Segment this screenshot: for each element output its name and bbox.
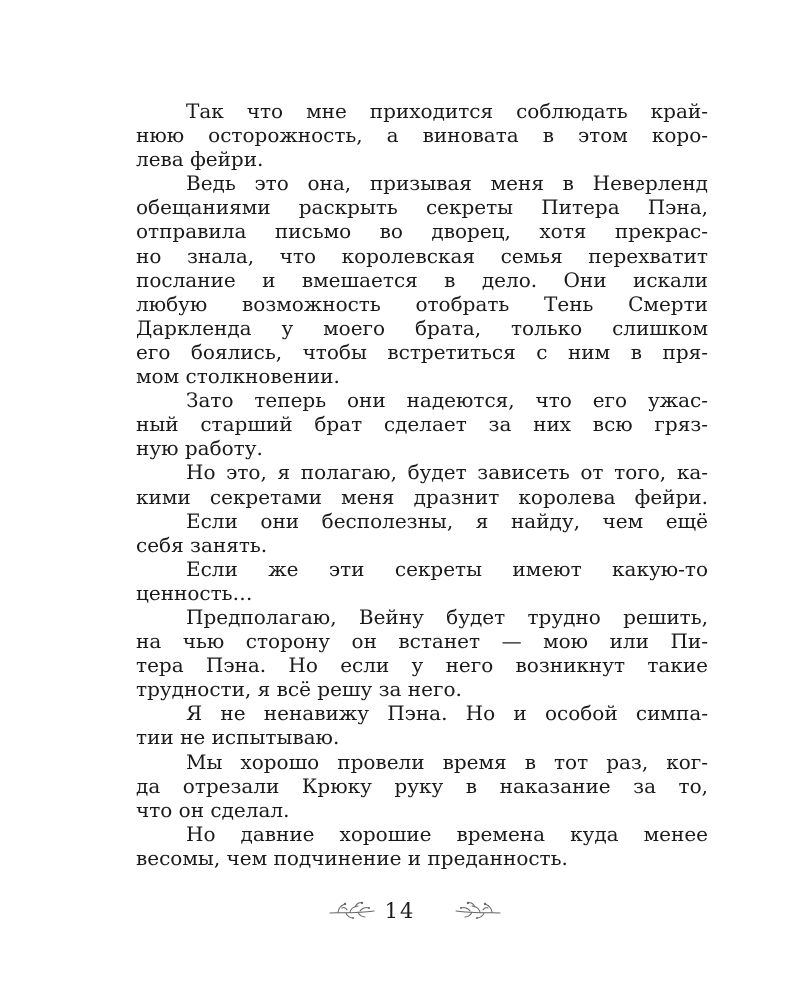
text-line: тии не испытываю.	[136, 725, 340, 750]
text-line: Но это, я полагаю, будет зависеть от того, ка-	[186, 460, 708, 485]
text-line: Так что мне приходится соблюдать край-	[186, 99, 708, 123]
text-line: но знала, что королевская семья перехватит	[136, 243, 708, 268]
text-line: обещаниями раскрыть секреты Питера Пэна,	[136, 195, 708, 220]
text-line: что он сделал.	[136, 797, 290, 822]
page-footer	[0, 896, 800, 926]
text-line: Предполагаю, Вейну будет трудно решить,	[186, 604, 708, 629]
text-line: Если они бесполезны, я найду, чем ещё	[186, 508, 708, 533]
text-line: мом столкновении.	[136, 364, 340, 389]
text-line: отправила письмо во дворец, хотя прекрас-	[136, 219, 708, 244]
text-line: себя занять.	[136, 532, 268, 557]
text-line: нюю осторожность, а виновата в этом коро-	[136, 123, 708, 148]
text-line: Зато теперь они надеются, что его ужас-	[186, 388, 708, 413]
text-line: на чью сторону он встанет — мою или Пи-	[136, 629, 708, 654]
text-line: Но давние хорошие времена куда менее	[186, 821, 708, 846]
text-line: трудности, я всё решу за него.	[136, 677, 462, 702]
text-line: Я не ненавижу Пэна. Но и особой симпа-	[186, 701, 708, 726]
text-line: Ведь это она, призывая меня в Неверленд	[186, 171, 708, 196]
text-line: кими секретами меня дразнит королева фейри.	[136, 484, 708, 509]
text-line: Если же эти секреты имеют какую-то	[186, 556, 708, 581]
floral-ornament-icon	[454, 900, 502, 922]
text-line: да отрезали Крюку руку в наказание за то,	[136, 773, 708, 798]
text-line: весомы, чем подчинение и преданность.	[136, 845, 568, 870]
body-text	[136, 99, 708, 870]
text-line: его боялись, чтобы встретиться с ним в пря-	[136, 339, 708, 364]
text-line: любую возможность отобрать Тень Смерти	[136, 291, 708, 316]
text-line: ный старший брат сделает за них всю гряз-	[136, 412, 708, 437]
text-line: ную работу.	[136, 436, 263, 461]
text-line: лева фейри.	[136, 147, 264, 172]
text-line: ценность…	[136, 580, 253, 605]
page-number: 14	[384, 899, 416, 923]
text-line: Мы хорошо провели время в тот раз, ког-	[186, 749, 708, 774]
text-line: послание и вмешается в дело. Они искали	[136, 267, 708, 292]
text-line: Дарклендa у моего брата, только слишком	[136, 315, 708, 340]
text-line: тера Пэна. Но если у него возникнут такие	[136, 653, 708, 678]
